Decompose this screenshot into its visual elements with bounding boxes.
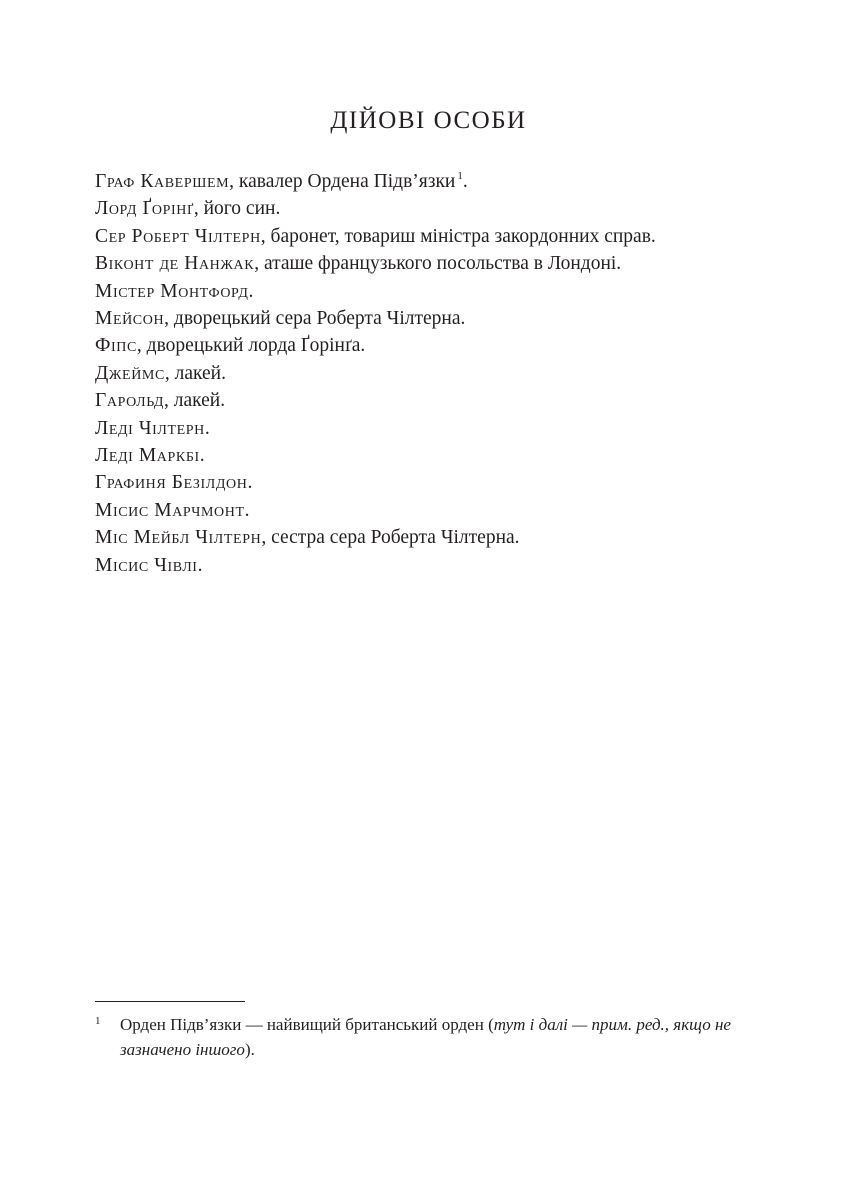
- cast-item: [95, 223, 795, 250]
- character-name: Міс Мейбл Чілтерн: [95, 527, 262, 549]
- character-description: .: [247, 472, 253, 494]
- character-name: Джеймс: [95, 362, 165, 384]
- character-name: Графиня Безілдон: [95, 472, 248, 494]
- character-description: .: [199, 445, 205, 467]
- character-description: , лакей.: [164, 390, 226, 412]
- cast-item: [95, 168, 795, 195]
- footnote-number: 1: [95, 1015, 101, 1027]
- page-title: ДІЙОВІ ОСОБИ: [330, 107, 527, 134]
- cast-item: [95, 278, 795, 305]
- footnote-divider: [95, 1001, 245, 1002]
- footnote-reference[interactable]: 1: [457, 170, 463, 182]
- character-name: Місис Чівлі: [95, 554, 198, 576]
- character-name: Леді Маркбі: [95, 445, 200, 467]
- cast-item: [95, 332, 795, 359]
- footnote-text-after: ).: [244, 1040, 255, 1059]
- footnote-text-italic: тут і далі — прим. ред., якщо не зазначено іншого: [120, 1015, 731, 1059]
- footnote-text: [120, 1012, 785, 1062]
- character-name: Фіпс: [95, 335, 137, 357]
- character-description: .: [244, 499, 250, 521]
- character-description: .: [248, 280, 254, 302]
- character-name: Граф Кавершем: [95, 171, 230, 192]
- character-name: Містер Монтфорд: [95, 280, 249, 302]
- character-description: , сестра сера Роберта Чілтерна.: [261, 527, 520, 549]
- character-description: .: [204, 417, 210, 439]
- cast-item: [95, 250, 795, 277]
- character-name: Місис Марчмонт: [95, 499, 245, 521]
- character-description-tail: .: [462, 171, 468, 192]
- footnote: [95, 1012, 785, 1062]
- footnote-text-before: Орден Підв’язки — найвищий британський орден (: [120, 1015, 494, 1034]
- cast-item: [95, 442, 795, 469]
- cast-item: [95, 387, 795, 414]
- character-name: Гарольд: [95, 390, 165, 412]
- character-description: , дворецький лорда Ґорінґа.: [136, 335, 366, 357]
- cast-list: [95, 168, 795, 579]
- character-description: , аташе французького посольства в Лондоні.: [254, 253, 622, 275]
- character-name: Мейсон: [95, 308, 165, 330]
- cast-item: [95, 524, 795, 551]
- cast-item: [95, 469, 795, 496]
- character-description: , лакей.: [164, 362, 226, 384]
- character-description: .: [197, 554, 203, 576]
- cast-item: [95, 195, 795, 222]
- character-name: Леді Чілтерн: [95, 417, 205, 439]
- cast-item: [95, 360, 795, 387]
- character-description: , дворецький сера Роберта Чілтерна.: [164, 308, 466, 330]
- character-description: , його син.: [193, 198, 281, 220]
- character-description: , баронет, товариш міністра закордонних справ.: [260, 225, 656, 247]
- character-name: Віконт де Нанжак: [95, 253, 255, 275]
- cast-item: [95, 552, 795, 579]
- cast-item: [95, 305, 795, 332]
- character-description: , кавалер Ордена Підв’язки: [229, 171, 456, 192]
- cast-item: [95, 497, 795, 524]
- character-name: Лорд Ґорінґ: [95, 198, 194, 220]
- cast-item: [95, 415, 795, 442]
- character-name: Сер Роберт Чілтерн: [95, 225, 261, 247]
